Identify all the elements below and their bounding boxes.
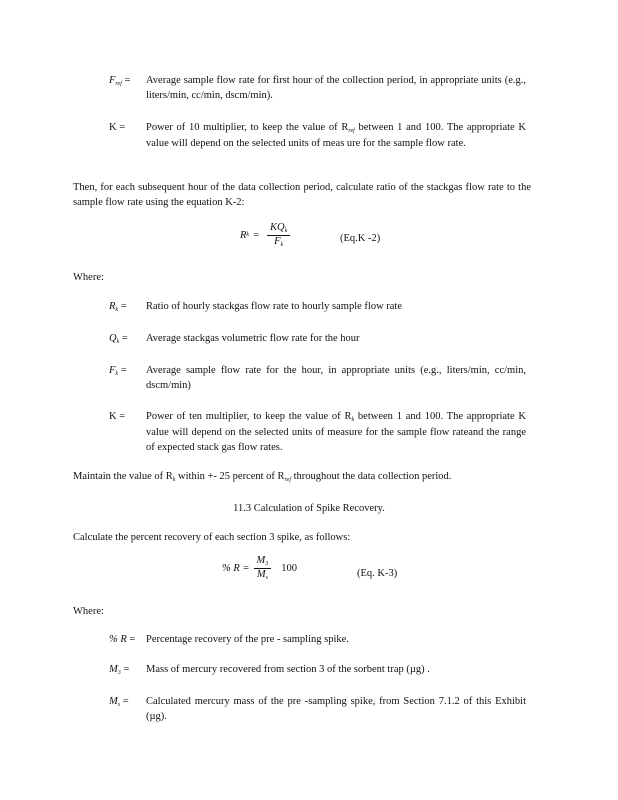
denominator: $F_k$: [274, 236, 284, 249]
subscript-ref: ref: [115, 81, 122, 87]
equation-label-k2: (Eq.K -2): [340, 233, 381, 244]
where-label: Where:: [73, 272, 104, 283]
definition-f-k: $F_k$ = Average sample flow rate for the hour, in appropriate units (e.g., liters/min, cc/min, dscm/min): [109, 363, 526, 393]
symbol-f: F: [109, 365, 116, 376]
definition-text: Ratio of hourly stackgas flow rate to hourly sample flow rate: [146, 301, 403, 312]
paragraph-ratio-instructions: Then, for each subsequent hour of the data collection period, calculate ratio of the stackgas flow rate to the sample flow rate using the equation K-2:: [73, 182, 531, 209]
definition-k: [109, 120, 526, 151]
definition-text: Average sample flow rate for the hour, in appropriate units (e.g., liters/min, cc/min, dscm/min): [146, 365, 526, 392]
where-label: Where:: [73, 606, 104, 617]
subscript-k: k: [246, 232, 250, 239]
subscript-s: s: [117, 702, 121, 708]
equation-factor: 100: [281, 563, 297, 575]
paragraph-spike-recovery: Calculate the percent recovery of each section 3 spike, as follows:: [73, 532, 351, 543]
subscript-k: k: [115, 307, 119, 313]
fraction: [267, 222, 290, 249]
definition-percent-r: % R = Percentage recovery of the pre - sampling spike.: [109, 632, 526, 647]
equals-sign: =: [124, 75, 131, 86]
equation-k3: [222, 555, 297, 582]
paragraph-maintain: Maintain the value of $R_k$ within +- 25 percent of $R_{ref}$ throughout the data collection period.: [73, 471, 452, 483]
symbol-q: Q: [109, 333, 117, 344]
definition-text: Power of ten multiplier, to keep the value of $R_k$ between 1 and 100. The appropriate K value will depend on the selected units of measure for the sample flow rateand the range of expected stack gas flow rates.: [146, 411, 526, 453]
definition-r-k: $R_k$ = Ratio of hourly stackgas flow rate to hourly sample flow rate: [109, 299, 526, 315]
denominator: $M_s$: [256, 569, 268, 582]
subscript-3: 3: [117, 670, 121, 676]
equation-label-k3: (Eq. K-3): [357, 568, 398, 579]
definition-ms: $M_s$ = Calculated mercury mass of the pre -sampling spike, from Section 7.1.2 of this Exhibit (µg).: [109, 694, 526, 724]
subscript-k: k: [116, 339, 120, 345]
definition-text: Mass of mercury recovered from section 3 of the sorbent trap (µg) .: [146, 664, 430, 675]
subscript-k: k: [115, 371, 119, 377]
symbol-m: M: [109, 696, 118, 707]
numerator: $M_3$: [254, 555, 272, 569]
section-heading: 11.3 Calculation of Spike Recovery.: [233, 503, 385, 514]
fraction: [254, 555, 272, 582]
equation-lhs: % R =: [222, 563, 250, 575]
symbol-f: F: [109, 75, 116, 86]
definition-q-k: $Q_k$ = Average stackgas volumetric flow rate for the hour: [109, 331, 526, 347]
definition-text: Percentage recovery of the pre - sampling spike.: [146, 634, 349, 645]
subscript-ref: ref: [348, 128, 355, 134]
definition-m3: $M_3$ = Mass of mercury recovered from section 3 of the sorbent trap (µg) .: [109, 662, 526, 678]
definition-k-ten: [109, 409, 526, 455]
definition-term: K =: [109, 122, 126, 133]
symbol-percent-r: % R: [109, 634, 127, 645]
definition-text-b: between 1 and 100. The appropriate K value will depend on the selected units of meas ure for the sample flow rate.: [146, 122, 526, 149]
symbol-m: M: [109, 664, 118, 675]
definition-text: [146, 120, 526, 151]
numerator: $KQ_k$: [267, 222, 290, 236]
definition-term: K =: [109, 411, 126, 422]
definition-text: Calculated mercury mass of the pre -sampling spike, from Section 7.1.2 of this Exhibit (µg).: [146, 696, 526, 723]
equation-lhs: R: [240, 230, 247, 242]
equation-k2: R k = $\frac{KQ_k}{F_k}$: [240, 222, 294, 249]
definition-text-a: Power of 10 multiplier, to keep the value of R: [146, 122, 349, 133]
definition-text: Average stackgas volumetric flow rate for the hour: [146, 333, 360, 344]
definition-term: [109, 73, 146, 103]
definition-f-ref: [109, 73, 526, 103]
definition-text: Average sample flow rate for first hour of the collection period, in appropriate units (e.g., liters/min, cc/min, dscm/min).: [146, 75, 526, 102]
symbol-r: R: [109, 301, 116, 312]
